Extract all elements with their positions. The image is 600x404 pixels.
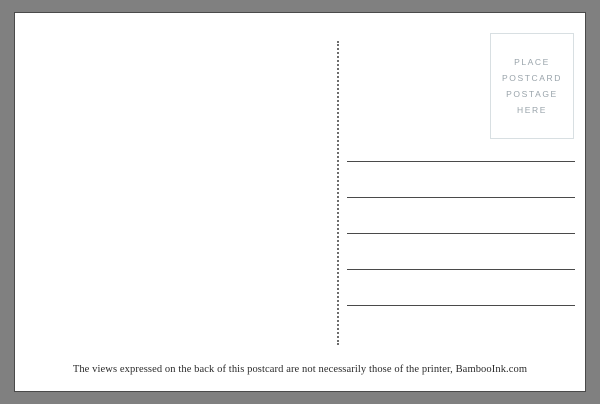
address-line[interactable]: [347, 233, 575, 234]
stamp-line-2: POSTCARD: [501, 73, 563, 83]
address-line[interactable]: [347, 197, 575, 198]
postage-stamp-box: [490, 33, 574, 139]
printer-disclaimer: The views expressed on the back of this postcard are not necessarily those of the printer, BambooInk.com: [72, 364, 528, 375]
address-line[interactable]: [347, 305, 575, 306]
address-line[interactable]: [347, 161, 575, 162]
stamp-line-3: POSTAGE: [506, 89, 558, 99]
stamp-line-4: HERE: [516, 105, 548, 115]
postcard: [14, 12, 586, 392]
stamp-line-1: PLACE: [514, 57, 550, 67]
address-lines: [347, 161, 575, 306]
address-line[interactable]: [347, 269, 575, 270]
dotted-divider: [337, 41, 339, 345]
message-area[interactable]: [16, 14, 336, 392]
